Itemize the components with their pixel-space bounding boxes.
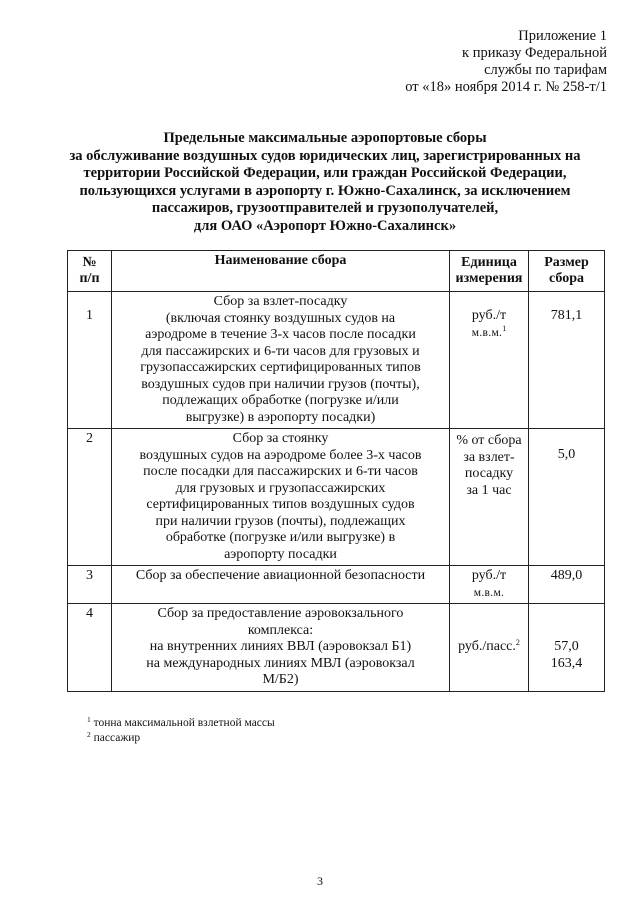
header-unit-line2: измерения xyxy=(455,271,523,286)
header-number-line2: п/п xyxy=(79,271,100,286)
row-name-line: Сбор за стоянку xyxy=(232,431,329,446)
row-name: Сбор за обеспечение авиационной безопасности xyxy=(112,566,450,604)
footnote-text: пассажир xyxy=(93,732,141,744)
title-line-6: для ОАО «Аэропорт Южно-Сахалинск» xyxy=(193,217,457,234)
table-row xyxy=(68,604,605,692)
row-unit-line: посадку xyxy=(464,466,514,481)
header-name-text: Наименование сбора xyxy=(214,253,347,268)
title-line-4: пользующихся услугами в аэропорту г. Южно-Сахалинск, за исключением xyxy=(79,182,571,199)
header-name xyxy=(112,251,450,292)
row-number: 3 xyxy=(68,566,112,604)
row-name-line: аэродроме в течение 3-х часов после посадки xyxy=(145,327,416,342)
footnote-ref: 2 xyxy=(515,638,520,647)
row-unit xyxy=(450,292,529,429)
row-size xyxy=(529,604,605,692)
title-line-2: за обслуживание воздушных судов юридических лиц, зарегистрированных на xyxy=(69,147,581,164)
header-number xyxy=(68,251,112,292)
footnote-item xyxy=(87,731,275,746)
row-unit-text: руб./пасс. xyxy=(458,639,516,654)
annex-line-1: Приложение 1 xyxy=(518,28,607,44)
row-size: 5,0 xyxy=(529,429,605,566)
row-name-line: сертифицированных типов воздушных судов xyxy=(146,497,415,512)
annex-line-2: к приказу Федеральной xyxy=(462,45,607,61)
row-name xyxy=(112,429,450,566)
header-number-line1: № xyxy=(82,254,97,270)
row-name-line: аэропорту посадки xyxy=(224,546,337,562)
footnotes xyxy=(87,716,275,746)
row-name-line: М/Б2) xyxy=(262,672,299,687)
annex-line-4: от «18» ноября 2014 г. № 258-т/1 xyxy=(405,79,607,95)
row-name-line: для грузовых и грузопассажирских xyxy=(175,480,386,496)
row-name-line: Сбор за взлет-посадку xyxy=(213,294,348,309)
row-name-line: после посадки для пассажирских и 6-ти часов xyxy=(143,464,418,479)
row-name-line: выгрузке) в аэропорту посадки) xyxy=(185,409,376,425)
fees-table xyxy=(67,250,605,692)
row-name-line: для пассажирских и 6-ти часов для грузовых и xyxy=(141,343,420,359)
header-unit-line1: Единица xyxy=(461,254,517,270)
row-name-line: грузопассажирских сертифицированных типов xyxy=(140,360,421,375)
row-name-line: воздушных судов при наличии грузов (почты), xyxy=(141,376,420,392)
header-unit xyxy=(450,251,529,292)
footnote-mark: 2 xyxy=(87,730,91,739)
table-row xyxy=(68,429,605,566)
row-unit-line: % от сбора xyxy=(456,433,522,448)
row-unit-line: за 1 час xyxy=(466,482,512,498)
title-line-3: территории Российской Федерации, или граждан Российской Федерации, xyxy=(83,165,567,181)
row-name-line: комплекса: xyxy=(247,622,314,638)
row-name-line: подлежащих обработке (погрузке и/или xyxy=(162,393,399,408)
annex-header xyxy=(405,28,607,96)
footnote-mark: 1 xyxy=(87,715,91,724)
row-name xyxy=(112,292,450,429)
document-title xyxy=(40,130,610,235)
row-size-value: 163,4 xyxy=(550,655,583,671)
row-name-line: обработке (погрузке и/или выгрузке) в xyxy=(165,530,396,545)
table-row xyxy=(68,292,605,429)
row-unit-abbrev: м.в.м. xyxy=(473,586,505,599)
row-name-line: на международных линиях МВЛ (аэровокзал xyxy=(146,655,415,671)
row-unit-line: руб./т xyxy=(471,308,507,323)
row-unit xyxy=(450,429,529,566)
row-name-line: при наличии грузов (почты), подлежащих xyxy=(155,513,406,529)
row-size: 781,1 xyxy=(529,292,605,429)
header-size-line1: Размер xyxy=(544,254,589,270)
row-size-value: 57,0 xyxy=(554,639,579,654)
annex-line-3: службы по тарифам xyxy=(484,62,607,78)
row-number: 2 xyxy=(68,429,112,566)
row-unit xyxy=(450,566,529,604)
row-unit-line: за взлет- xyxy=(463,449,515,465)
footnote-text: тонна максимальной взлетной массы xyxy=(93,717,275,729)
row-name-line: воздушных судов на аэродроме более 3-х часов xyxy=(139,447,422,463)
header-size-line2: сбора xyxy=(549,271,584,286)
row-unit-line xyxy=(453,639,525,656)
row-name-line: (включая стоянку воздушных судов на xyxy=(165,310,396,326)
footnote-item xyxy=(87,716,275,731)
row-unit-line: руб./т xyxy=(471,568,507,583)
table-row xyxy=(68,566,605,604)
row-unit-abbrev: м.в.м. xyxy=(471,326,503,339)
row-number: 1 xyxy=(68,292,112,429)
row-name xyxy=(112,604,450,692)
row-name-line: на внутренних линиях ВВЛ (аэровокзал Б1) xyxy=(149,639,412,654)
row-name-line: Сбор за предоставление аэровокзального xyxy=(157,606,404,621)
title-line-1: Предельные максимальные аэропортовые сборы xyxy=(163,130,487,146)
row-unit-line xyxy=(453,325,525,342)
row-unit xyxy=(450,604,529,692)
page-number: 3 xyxy=(317,874,323,888)
row-size: 489,0 xyxy=(529,566,605,604)
header-size xyxy=(529,251,605,292)
footnote-ref: 1 xyxy=(502,323,507,333)
table-header-row xyxy=(68,251,605,292)
title-line-5: пассажиров, грузоотправителей и грузополучателей, xyxy=(151,200,499,216)
row-number: 4 xyxy=(68,604,112,692)
